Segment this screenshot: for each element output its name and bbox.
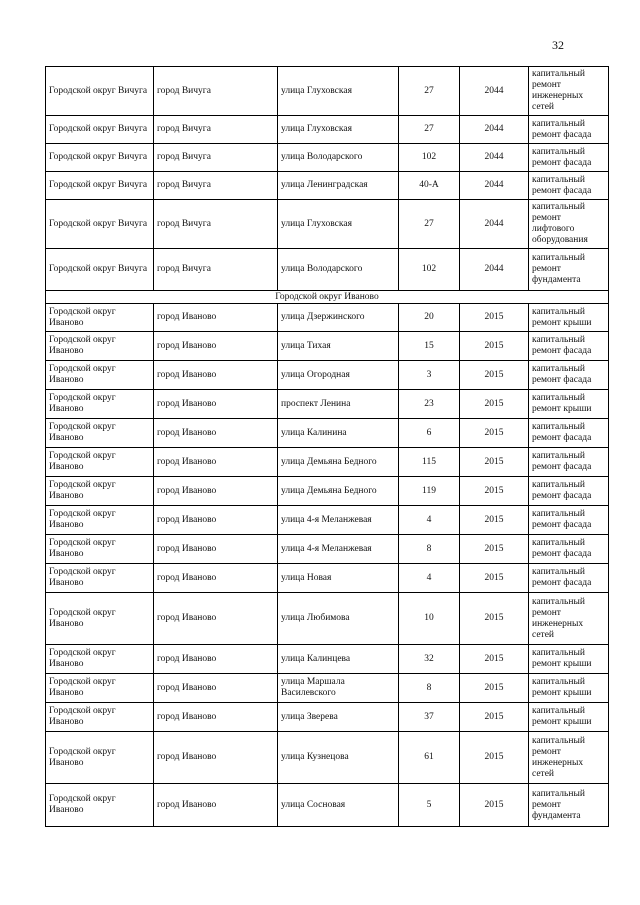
section-title: Городской округ Иваново [46,291,609,304]
cell-city: город Иваново [154,390,278,419]
cell-street: улица Дзержинского [278,304,399,332]
cell-work: капитальный ремонт фасада [529,564,609,593]
table-row [46,67,609,116]
cell-district: Городской округ Иваново [46,332,154,361]
cell-year: 2015 [460,361,529,390]
table-row [46,144,609,172]
cell-district: Городской округ Иваново [46,674,154,703]
cell-street: улица Сосновая [278,784,399,827]
cell-house: 32 [399,645,460,674]
cell-house: 27 [399,200,460,249]
page-number: 32 [552,38,564,52]
cell-city: город Вичуга [154,200,278,249]
cell-city: город Иваново [154,477,278,506]
cell-year: 2015 [460,477,529,506]
cell-work: капитальный ремонт крыши [529,304,609,332]
cell-work: капитальный ремонт фасада [529,332,609,361]
cell-work: капитальный ремонт фасада [529,535,609,564]
cell-district: Городской округ Вичуга [46,116,154,144]
cell-work: капитальный ремонт инженерных сетей [529,732,609,784]
cell-district: Городской округ Иваново [46,506,154,535]
cell-house: 61 [399,732,460,784]
cell-year: 2015 [460,535,529,564]
cell-district: Городской округ Иваново [46,304,154,332]
cell-street: улица Маршала Василевского [278,674,399,703]
cell-district: Городской округ Иваново [46,535,154,564]
cell-house: 8 [399,674,460,703]
cell-district: Городской округ Иваново [46,732,154,784]
cell-city: город Иваново [154,332,278,361]
cell-street: улица Володарского [278,249,399,291]
cell-street: улица Ленинградская [278,172,399,200]
cell-work: капитальный ремонт инженерных сетей [529,593,609,645]
cell-district: Городской округ Иваново [46,645,154,674]
cell-district: Городской округ Иваново [46,419,154,448]
cell-house: 27 [399,116,460,144]
cell-district: Городской округ Вичуга [46,200,154,249]
cell-house: 8 [399,535,460,564]
cell-year: 2015 [460,593,529,645]
cell-work: капитальный ремонт инженерных сетей [529,67,609,116]
cell-work: капитальный ремонт крыши [529,703,609,732]
cell-district: Городской округ Иваново [46,448,154,477]
cell-year: 2015 [460,390,529,419]
cell-street: улица Любимова [278,593,399,645]
cell-work: капитальный ремонт фасада [529,419,609,448]
cell-year: 2015 [460,448,529,477]
cell-street: улица Демьяна Бедного [278,448,399,477]
cell-year: 2044 [460,249,529,291]
cell-street: улица Зверева [278,703,399,732]
table-row [46,448,609,477]
table-row [46,419,609,448]
cell-city: город Иваново [154,732,278,784]
cell-work: капитальный ремонт фасада [529,506,609,535]
table-row [46,535,609,564]
cell-work: капитальный ремонт фундамента [529,249,609,291]
table-row [46,703,609,732]
cell-work: капитальный ремонт лифтового оборудования [529,200,609,249]
table-row [46,477,609,506]
cell-city: город Иваново [154,535,278,564]
table-row [46,332,609,361]
cell-year: 2044 [460,200,529,249]
table-row [46,784,609,827]
table-row [46,361,609,390]
cell-street: улица Демьяна Бедного [278,477,399,506]
table-row [46,200,609,249]
cell-year: 2044 [460,172,529,200]
table-row [46,304,609,332]
cell-year: 2015 [460,674,529,703]
cell-city: город Иваново [154,361,278,390]
cell-city: город Вичуга [154,67,278,116]
cell-city: город Иваново [154,784,278,827]
cell-district: Городской округ Иваново [46,477,154,506]
cell-street: улица Глуховская [278,200,399,249]
cell-house: 5 [399,784,460,827]
cell-year: 2015 [460,703,529,732]
cell-house: 23 [399,390,460,419]
section-header-row [46,291,609,304]
cell-house: 40-А [399,172,460,200]
cell-city: город Иваново [154,448,278,477]
cell-house: 4 [399,506,460,535]
cell-district: Городской округ Иваново [46,564,154,593]
repair-schedule-table [45,66,609,827]
cell-work: капитальный ремонт крыши [529,645,609,674]
cell-district: Городской округ Вичуга [46,144,154,172]
cell-district: Городской округ Иваново [46,784,154,827]
cell-year: 2015 [460,564,529,593]
cell-year: 2015 [460,332,529,361]
cell-street: улица Калинцева [278,645,399,674]
cell-street: улица Тихая [278,332,399,361]
cell-house: 20 [399,304,460,332]
cell-house: 27 [399,67,460,116]
cell-year: 2015 [460,304,529,332]
cell-district: Городской округ Иваново [46,390,154,419]
cell-house: 119 [399,477,460,506]
cell-work: капитальный ремонт фасада [529,172,609,200]
cell-work: капитальный ремонт фасада [529,361,609,390]
cell-city: город Иваново [154,564,278,593]
cell-city: город Иваново [154,703,278,732]
cell-street: улица Глуховская [278,67,399,116]
table-row [46,506,609,535]
table-row [46,116,609,144]
cell-work: капитальный ремонт фасада [529,144,609,172]
cell-house: 3 [399,361,460,390]
cell-house: 6 [399,419,460,448]
cell-district: Городской округ Вичуга [46,67,154,116]
table-row [46,390,609,419]
cell-house: 10 [399,593,460,645]
cell-street: проспект Ленина [278,390,399,419]
cell-house: 102 [399,249,460,291]
cell-street: улица Володарского [278,144,399,172]
cell-year: 2015 [460,506,529,535]
cell-work: капитальный ремонт крыши [529,674,609,703]
table-row [46,674,609,703]
table-body [46,67,609,827]
cell-city: город Вичуга [154,172,278,200]
cell-house: 115 [399,448,460,477]
cell-street: улица Глуховская [278,116,399,144]
cell-year: 2015 [460,645,529,674]
cell-city: город Иваново [154,645,278,674]
cell-district: Городской округ Иваново [46,593,154,645]
cell-city: город Иваново [154,674,278,703]
cell-street: улица Кузнецова [278,732,399,784]
cell-work: капитальный ремонт крыши [529,390,609,419]
table-row [46,564,609,593]
cell-city: город Иваново [154,593,278,645]
cell-city: город Вичуга [154,116,278,144]
cell-work: капитальный ремонт фасада [529,116,609,144]
cell-street: улица 4-я Меланжевая [278,506,399,535]
cell-work: капитальный ремонт фундамента [529,784,609,827]
cell-year: 2015 [460,419,529,448]
cell-district: Городской округ Иваново [46,703,154,732]
cell-year: 2015 [460,732,529,784]
cell-house: 4 [399,564,460,593]
cell-city: город Иваново [154,506,278,535]
cell-street: улица Калинина [278,419,399,448]
cell-street: улица Огородная [278,361,399,390]
table-row [46,172,609,200]
cell-city: город Вичуга [154,249,278,291]
table-row [46,593,609,645]
cell-street: улица 4-я Меланжевая [278,535,399,564]
cell-city: город Иваново [154,304,278,332]
cell-year: 2015 [460,784,529,827]
cell-street: улица Новая [278,564,399,593]
table-row [46,645,609,674]
cell-house: 15 [399,332,460,361]
cell-house: 37 [399,703,460,732]
cell-work: капитальный ремонт фасада [529,448,609,477]
table-row [46,249,609,291]
cell-district: Городской округ Вичуга [46,172,154,200]
cell-district: Городской округ Вичуга [46,249,154,291]
cell-city: город Иваново [154,419,278,448]
cell-city: город Вичуга [154,144,278,172]
cell-house: 102 [399,144,460,172]
cell-work: капитальный ремонт фасада [529,477,609,506]
table-row [46,732,609,784]
cell-district: Городской округ Иваново [46,361,154,390]
cell-year: 2044 [460,144,529,172]
cell-year: 2044 [460,67,529,116]
cell-year: 2044 [460,116,529,144]
